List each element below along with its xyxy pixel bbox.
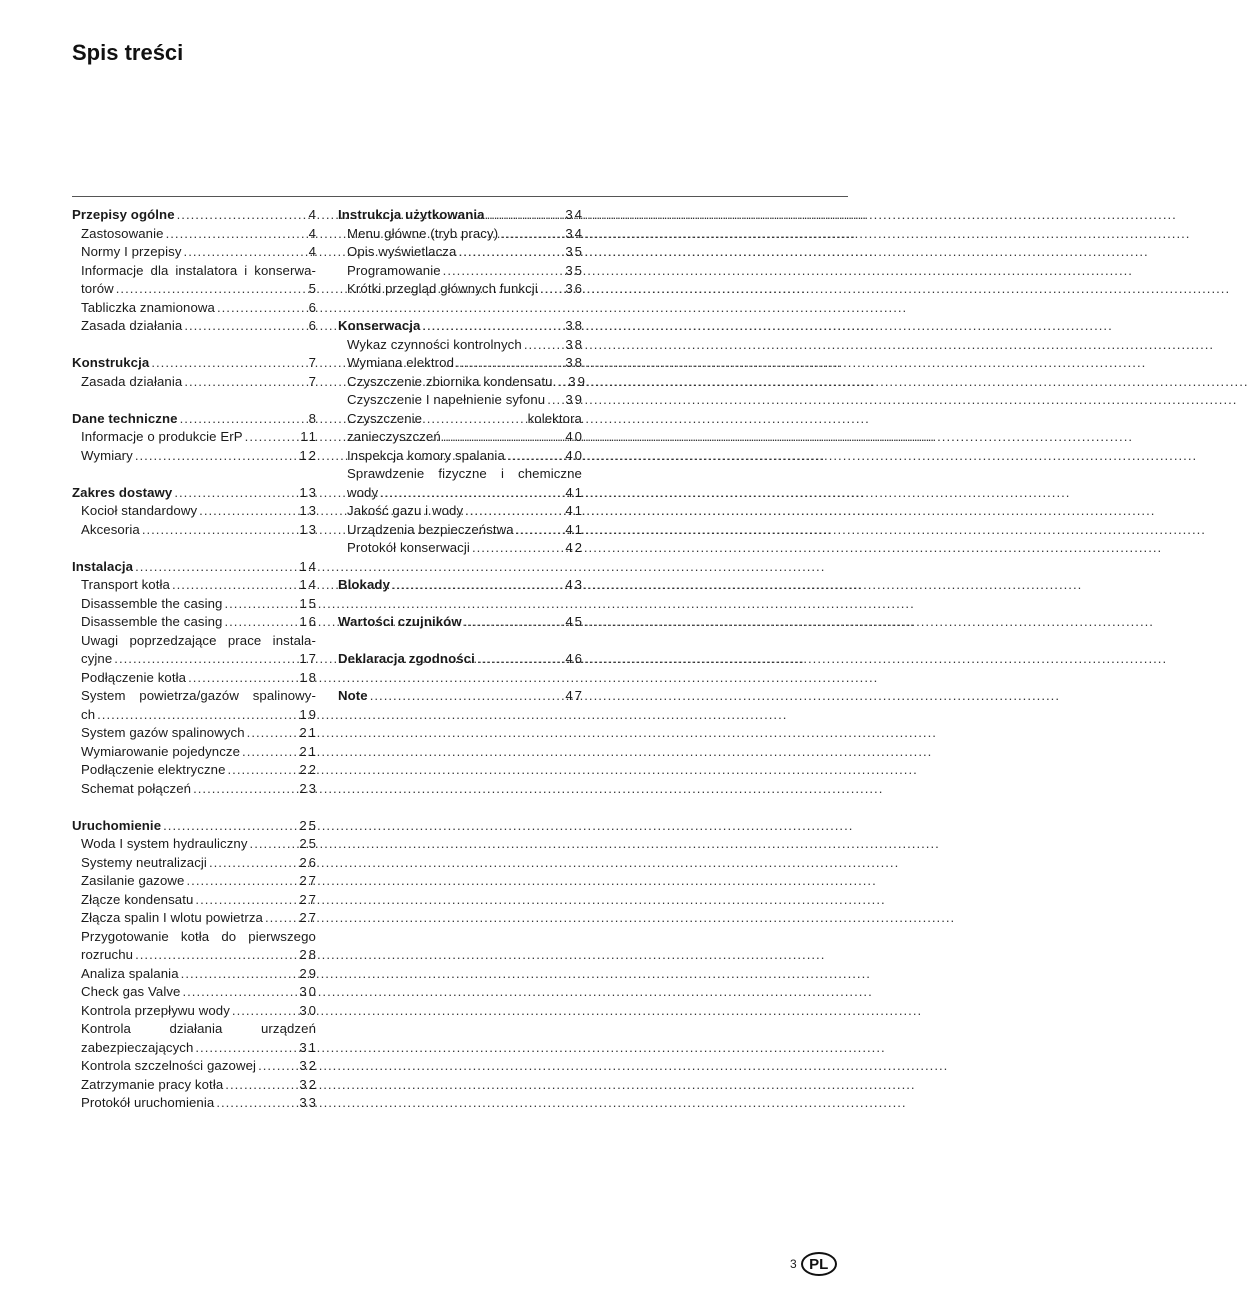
toc-section [338, 576, 582, 595]
toc-entry[interactable] [72, 928, 316, 947]
toc-entry[interactable] [72, 724, 316, 743]
toc-entry[interactable] [72, 1020, 316, 1039]
toc-heading[interactable] [72, 558, 316, 577]
toc-page-number: 7 [308, 355, 318, 370]
dot-leader [135, 946, 297, 965]
toc-heading-label: Konserwacja [338, 318, 421, 333]
toc-entry-label: Podłączenie elektryczne [81, 762, 226, 777]
toc-entry-label: Transport kotła [81, 577, 170, 592]
toc-page-number: 32 [299, 1076, 318, 1092]
dot-leader [180, 410, 307, 429]
toc-entry-label: System gazów spalinowych [81, 725, 245, 740]
toc-entry[interactable] [72, 1094, 316, 1113]
toc-entry-continued[interactable] [338, 428, 582, 447]
dot-leader [188, 669, 297, 688]
toc-page-number: 25 [299, 836, 318, 851]
toc-section [72, 354, 316, 391]
toc-entry-label: Wykaz czynności kontrolnych [347, 336, 522, 352]
toc-heading-label: Wartości czujników [338, 614, 462, 629]
toc-entry[interactable] [72, 447, 316, 466]
toc-page-number: 41 [565, 484, 584, 500]
toc-entry-label: Programowanie [347, 262, 441, 278]
toc-page-number: 17 [299, 651, 318, 666]
dot-leader [216, 1094, 297, 1113]
toc-entry[interactable] [72, 243, 316, 262]
toc-entry-label: Czyszczenie zbiornika kondensatu. [347, 373, 557, 389]
toc-entry[interactable] [338, 391, 582, 410]
toc-entry[interactable] [72, 743, 316, 762]
toc-entry-continued[interactable] [72, 706, 316, 725]
dot-leader [97, 706, 297, 725]
toc-entry-label: Wymiana elektrod [347, 355, 455, 370]
toc-heading[interactable] [72, 354, 316, 373]
page-footer [790, 1252, 837, 1276]
toc-page-number: 26 [299, 854, 318, 870]
dot-leader [458, 243, 563, 262]
toc-entry[interactable] [72, 891, 316, 910]
dot-leader [516, 521, 564, 540]
toc-entry[interactable] [72, 1076, 316, 1095]
toc-entry-label: Tabliczka znamionowa [81, 299, 215, 315]
toc-heading[interactable] [338, 687, 582, 706]
toc-page-number: 46 [565, 651, 584, 666]
dot-leader [232, 1002, 297, 1021]
toc-heading[interactable] [338, 576, 582, 595]
toc-page-number: 7 [308, 373, 318, 389]
toc-section [338, 650, 582, 669]
toc-page-number: 6 [308, 318, 318, 333]
toc-entry-label: Zasada działania [81, 318, 183, 333]
toc-page-number: 34 [565, 207, 584, 222]
toc-section [338, 613, 582, 632]
dot-leader [195, 891, 297, 910]
toc-entry[interactable] [72, 872, 316, 891]
toc-entry[interactable] [72, 909, 316, 928]
dot-leader [422, 317, 563, 336]
toc-entry[interactable] [338, 502, 582, 521]
toc-entry[interactable] [338, 336, 582, 355]
toc-page-number: 21 [299, 725, 318, 740]
toc-page-number: 25 [299, 817, 318, 833]
toc-entry-label: Złącza spalin I wlotu powietrza [81, 910, 263, 925]
toc-heading-label: Deklaracja zgodności [338, 651, 475, 666]
toc-entry-label: Schemat połączeń [81, 780, 192, 796]
dot-leader [465, 502, 563, 521]
toc-page-number: 42 [565, 540, 584, 555]
toc-heading[interactable] [338, 317, 582, 336]
toc-entry-label: cyjne [81, 651, 113, 666]
toc-entry-label: Uwagi poprzedzające prace instala- [81, 632, 316, 648]
dot-leader [184, 243, 307, 262]
toc-entry-label: Woda I system hydrauliczny [81, 836, 248, 851]
toc-entry-label: Kocioł standardowy [81, 503, 198, 518]
dot-leader [477, 650, 563, 669]
toc-page-number: 43 [565, 577, 584, 592]
dot-leader [370, 687, 564, 706]
dot-leader [225, 1076, 297, 1095]
toc-entry[interactable] [72, 669, 316, 688]
toc-page-number: 27 [299, 873, 318, 888]
toc-section [72, 558, 316, 799]
toc-section [72, 817, 316, 1113]
dot-leader [135, 558, 297, 577]
toc-entry[interactable] [338, 243, 582, 262]
toc-page-number: 16 [299, 614, 318, 629]
toc-entry-label: wody [347, 484, 379, 500]
toc-page-number: 40 [565, 429, 584, 444]
dot-leader [224, 595, 297, 614]
toc-entry-label: Wymiary [81, 447, 133, 463]
toc-entry-label: zanieczyszczeń [347, 429, 441, 444]
dot-leader [507, 447, 563, 466]
toc-entry-label: Sprawdzenie fizyczne i chemiczne [347, 466, 582, 481]
toc-page-number: 38 [565, 318, 584, 333]
toc-entry[interactable] [72, 262, 316, 281]
dot-leader [487, 206, 564, 225]
dot-leader [142, 521, 298, 540]
toc-heading-label: Blokady [338, 577, 391, 592]
toc-entry-label: Systemy neutralizacji [81, 854, 207, 870]
toc-entry-label: Złącze kondensatu [81, 891, 194, 907]
toc-page-number: 27 [299, 891, 318, 907]
toc-page-number: 13 [299, 484, 318, 500]
toc-heading-label: Uruchomienie [72, 817, 162, 833]
toc-heading[interactable] [338, 650, 582, 669]
dot-leader [181, 965, 298, 984]
toc-page-number: 35 [565, 244, 584, 259]
toc-heading-label: Note [338, 688, 368, 703]
toc-column-right [338, 206, 587, 724]
dot-leader [172, 576, 297, 595]
dot-leader [443, 428, 564, 447]
toc-entry-label: Kontrola szczelności gazowej [81, 1058, 257, 1073]
toc-entry-label: Kontrola przepływu wody [81, 1002, 230, 1018]
toc-page-number: 30 [299, 984, 318, 999]
toc-page-number: 32 [299, 1058, 318, 1073]
toc-entry-label: Zastosowanie [81, 225, 164, 241]
toc-entry-continued[interactable] [338, 484, 582, 503]
dot-leader [217, 299, 307, 318]
toc-page-number: 8 [308, 410, 318, 426]
language-badge: PL [801, 1252, 837, 1276]
toc-entry-label: Informacje o produkcie ErP [81, 429, 243, 444]
dot-leader [199, 502, 297, 521]
toc-page-number: 11 [300, 429, 318, 444]
toc-heading-label: Konstrukcja [72, 355, 150, 370]
toc-section [72, 410, 316, 466]
toc-page-number: 38 [565, 336, 584, 352]
toc-page-number: 41 [565, 503, 584, 518]
dot-leader [464, 613, 564, 632]
toc-page-number: 39 [568, 373, 587, 389]
toc-page-number: 13 [299, 521, 318, 537]
toc-entry[interactable] [338, 410, 582, 429]
toc-page-number: 14 [299, 577, 318, 592]
toc-page-number: 4 [308, 207, 318, 222]
dot-leader [472, 539, 563, 558]
toc-entry[interactable] [72, 576, 316, 595]
toc-entry-label: ch [81, 706, 96, 722]
toc-entry[interactable] [72, 632, 316, 651]
dot-leader [182, 983, 297, 1002]
toc-page-number: 4 [308, 244, 318, 259]
dot-leader [540, 280, 563, 299]
toc-entry[interactable] [338, 262, 582, 281]
dot-leader [184, 373, 306, 392]
toc-entry[interactable] [72, 761, 316, 780]
toc-entry-label: Czyszczenie I napełnienie syfonu [347, 392, 546, 407]
toc-entry-label: Menu główne (tryb pracy) [347, 225, 499, 241]
toc-page-number: 14 [299, 558, 318, 574]
toc-heading[interactable] [338, 206, 582, 225]
toc-entry[interactable] [72, 225, 316, 244]
dot-leader [187, 872, 298, 891]
toc-entry-label: Protokół uruchomienia [81, 1095, 215, 1110]
dot-leader [524, 336, 564, 355]
dot-leader [547, 391, 563, 410]
dot-leader [245, 428, 299, 447]
header-divider [72, 196, 848, 197]
toc-entry-continued[interactable] [72, 946, 316, 965]
dot-leader [195, 1039, 297, 1058]
toc-page-number: 38 [565, 355, 584, 370]
toc-entry-label: Normy I przepisy [81, 244, 182, 259]
dot-leader [166, 225, 307, 244]
toc-section [338, 317, 587, 558]
toc-entry[interactable] [72, 1057, 316, 1076]
dot-leader [265, 909, 297, 928]
toc-page-number: 4 [308, 225, 318, 241]
toc-entry-label: Protokół konserwacji [347, 540, 470, 555]
toc-entry[interactable] [338, 465, 582, 484]
toc-entry[interactable] [338, 447, 582, 466]
dot-leader [456, 354, 563, 373]
toc-page-number: 29 [299, 965, 318, 981]
toc-entry-continued[interactable] [72, 650, 316, 669]
dot-leader [247, 724, 298, 743]
page-number: 3 [790, 1257, 797, 1271]
toc-entry[interactable] [72, 502, 316, 521]
toc-page-number: 13 [299, 503, 318, 518]
toc-entry[interactable] [72, 1002, 316, 1021]
toc-page-number: 31 [299, 1039, 318, 1055]
toc-page-number: 45 [565, 614, 584, 629]
toc-entry-label: Wymiarowanie pojedyncze [81, 743, 241, 759]
toc-entry[interactable] [338, 373, 587, 392]
toc-heading-label: Zakres dostawy [72, 484, 173, 500]
dot-leader [242, 743, 297, 762]
toc-entry-label: Przygotowanie kotła do pierwszego [81, 928, 316, 944]
toc-entry[interactable] [72, 317, 316, 336]
toc-page-number: 30 [299, 1002, 318, 1018]
toc-entry-label: Jakość gazu i wody [347, 503, 464, 518]
toc-entry-label: Akcesoria [81, 521, 140, 537]
dot-leader [500, 225, 563, 244]
toc-entry-label: Zatrzymanie pracy kotła [81, 1076, 224, 1092]
toc-entry-label: Zasilanie gazowe [81, 873, 185, 888]
toc-page-number: 22 [299, 762, 318, 777]
toc-entry[interactable] [72, 965, 316, 984]
toc-entry[interactable] [72, 780, 316, 799]
dot-leader [228, 761, 298, 780]
dot-leader [209, 854, 297, 873]
dot-leader [558, 373, 566, 392]
toc-entry[interactable] [338, 521, 582, 540]
dot-leader [443, 262, 564, 281]
toc-entry[interactable] [72, 595, 316, 614]
toc-page-number: 41 [565, 521, 584, 537]
toc-entry[interactable] [72, 373, 316, 392]
toc-entry-label: Urządzenia bezpieczeństwa [347, 521, 514, 537]
toc-entry-label: rozruchu [81, 947, 134, 962]
dot-leader [177, 206, 307, 225]
toc-heading-label: Instrukcja użytkowania [338, 207, 485, 222]
toc-entry-continued[interactable] [72, 1039, 316, 1058]
toc-entry-label: Czyszczenie kolektora [347, 410, 582, 426]
toc-page-number: 6 [308, 299, 318, 315]
toc-section [72, 484, 316, 540]
dot-leader [184, 317, 306, 336]
toc-entry[interactable] [72, 613, 316, 632]
toc-entry-label: Kontrola działania urządzeń [81, 1021, 316, 1036]
toc-section [72, 206, 316, 336]
toc-entry[interactable] [72, 835, 316, 854]
dot-leader [258, 1057, 297, 1076]
toc-page-number: 27 [299, 910, 318, 925]
toc-page-number: 35 [565, 262, 584, 278]
toc-entry-label: Opis wyświetlacza [347, 244, 457, 259]
toc-entry[interactable] [72, 983, 316, 1002]
toc-heading[interactable] [72, 817, 316, 836]
toc-entry[interactable] [72, 687, 316, 706]
dot-leader [174, 484, 297, 503]
toc-page-number: 19 [299, 706, 318, 722]
dot-leader [193, 780, 297, 799]
toc-entry-label: Podłączenie kotła [81, 669, 187, 685]
toc-entry[interactable] [338, 539, 582, 558]
dot-leader [135, 447, 297, 466]
dot-leader [114, 650, 297, 669]
toc-page-number: 33 [299, 1095, 318, 1110]
toc-entry[interactable] [72, 854, 316, 873]
toc-entry-label: Disassemble the casing [81, 595, 223, 611]
toc-column-left [72, 206, 316, 1131]
toc-heading[interactable] [338, 613, 582, 632]
dot-leader [380, 484, 563, 503]
toc-entry-label: System powietrza/gazów spalinowy- [81, 688, 316, 703]
toc-entry-label: torów [81, 281, 114, 296]
toc-page-number: 40 [565, 447, 584, 463]
toc-heading-label: Instalacja [72, 558, 134, 574]
toc-section [338, 687, 582, 706]
toc-heading[interactable] [72, 484, 316, 503]
dot-leader [250, 835, 298, 854]
toc-entry-continued[interactable] [72, 280, 316, 299]
dot-leader [392, 576, 563, 595]
toc-entry-label: Check gas Valve [81, 984, 181, 999]
page-title: Spis treści [72, 40, 184, 65]
toc-page-number: 21 [299, 743, 318, 759]
toc-page-number: 39 [565, 392, 584, 407]
toc-heading[interactable] [72, 206, 316, 225]
toc-heading-label: Dane techniczne [72, 410, 178, 426]
toc-entry[interactable] [338, 280, 582, 299]
toc-page-number: 36 [565, 281, 584, 296]
toc-page-number: 34 [565, 225, 584, 241]
toc-page-number: 18 [299, 669, 318, 685]
toc-entry-label: Krótki przegląd głównych funkcji [347, 281, 538, 296]
toc-entry[interactable] [72, 521, 316, 540]
dot-leader [163, 817, 297, 836]
toc-section [338, 206, 582, 299]
toc-page-number: 5 [308, 281, 318, 296]
dot-leader [224, 613, 297, 632]
toc-page-number: 47 [565, 688, 584, 703]
dot-leader [151, 354, 306, 373]
toc-entry-label: Analiza spalania [81, 965, 179, 981]
toc-entry[interactable] [72, 428, 316, 447]
toc-heading[interactable] [72, 410, 316, 429]
toc-entry-label: Inspekcja komory spalania [347, 447, 505, 463]
toc-page-number: 28 [299, 947, 318, 962]
toc-entry[interactable] [338, 354, 582, 373]
toc-page-number: 15 [299, 595, 318, 611]
toc-entry-label: Disassemble the casing [81, 614, 223, 629]
toc-page-number: 23 [299, 780, 318, 796]
toc-entry-label: Informacje dla instalatora i konserwa- [81, 262, 316, 278]
toc-heading-label: Przepisy ogólne [72, 207, 175, 222]
toc-page-number: 12 [299, 447, 318, 463]
toc-entry-label: Zasada działania [81, 373, 183, 389]
toc-entry[interactable] [338, 225, 582, 244]
dot-leader [116, 280, 307, 299]
toc-entry-label: zabezpieczających [81, 1039, 194, 1055]
toc-entry[interactable] [72, 299, 316, 318]
